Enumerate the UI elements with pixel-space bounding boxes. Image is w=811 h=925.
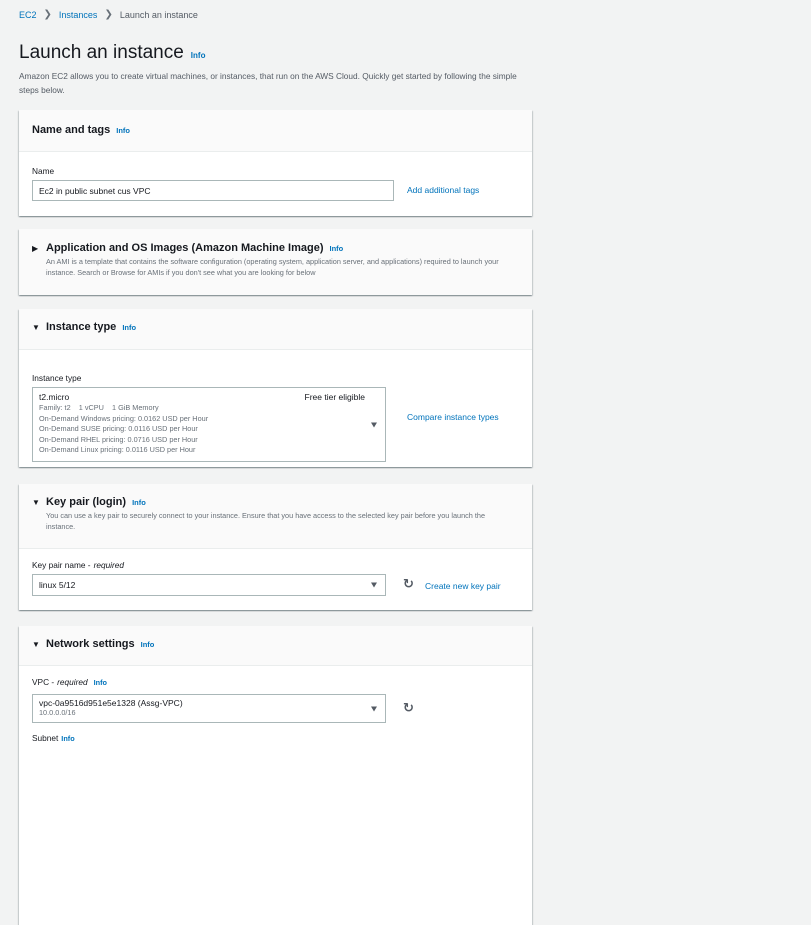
name-and-tags-info-link[interactable]: Info (116, 126, 130, 135)
page-info-link[interactable]: Info (190, 51, 206, 60)
network-settings-header[interactable] (19, 626, 532, 666)
breadcrumb-current: Launch an instance (119, 9, 198, 20)
vpc-value: vpc-0a9516d951e5e1328 (Assg-VPC) (39, 698, 183, 708)
name-and-tags-panel (19, 110, 532, 216)
key-pair-panel (19, 484, 532, 610)
vpc-info-link[interactable]: Info (93, 678, 107, 687)
dropdown-arrow-icon (371, 583, 377, 588)
name-and-tags-header (19, 110, 532, 152)
instance-type-info-link[interactable]: Info (122, 323, 137, 332)
page-title (19, 42, 205, 64)
chevron-right-icon: ❯ (43, 9, 52, 20)
vpc-select[interactable] (32, 694, 386, 723)
dropdown-arrow-icon (371, 422, 377, 427)
ami-description: An AMI is a template that contains the software configuration (operating system, application server, and applications) required to launch your instance. Search or Browse for AMIs if you don't see what you are looking for below (46, 257, 499, 277)
breadcrumb-ec2[interactable]: EC2 (19, 9, 37, 20)
key-pair-label: Key pair name - required (32, 560, 125, 570)
caret-down-icon[interactable]: ▼ (32, 323, 40, 332)
add-additional-tags-link[interactable]: Add additional tags (407, 185, 480, 195)
instance-type-select[interactable] (32, 387, 386, 462)
network-settings-panel (19, 626, 532, 925)
free-tier-badge: Free tier eligible (304, 392, 365, 402)
dropdown-arrow-icon (371, 706, 377, 711)
ami-title: Application and OS Images (Amazon Machine Image) (46, 242, 324, 254)
breadcrumb (19, 9, 198, 20)
key-pair-info-link[interactable]: Info (132, 498, 146, 507)
name-and-tags-title: Name and tags (32, 124, 111, 136)
network-settings-body (19, 666, 532, 925)
subnet-label: Subnet Info (32, 733, 75, 743)
instance-type-detail: On-Demand Linux pricing: 0.0116 USD per Hour (39, 445, 196, 454)
instance-type-detail: On-Demand Windows pricing: 0.0162 USD per Hour (39, 413, 209, 423)
page-description: Amazon EC2 allows you to create virtual machines, or instances, that run on the AWS Cloud. Quickly get started by following the simple steps below. (19, 71, 517, 95)
vpc-cidr: 10.0.0.0/16 (39, 708, 76, 717)
create-new-key-pair-link[interactable]: Create new key pair (425, 581, 501, 591)
instance-type-title: Instance type (46, 321, 117, 333)
instance-type-panel (19, 309, 532, 467)
instance-type-detail: Family: t2 1 vCPU 1 GiB Memory (39, 403, 159, 412)
key-pair-header[interactable] (19, 484, 532, 549)
instance-type-value: t2.micro (39, 392, 70, 402)
instance-type-detail: On-Demand RHEL pricing: 0.0716 USD per Hour (39, 434, 198, 444)
chevron-right-icon: ❯ (104, 9, 113, 20)
ami-header[interactable] (19, 229, 532, 295)
key-pair-title: Key pair (login) (46, 496, 127, 508)
name-label: Name (32, 166, 55, 176)
name-input[interactable]: Ec2 in public subnet cus VPC (32, 180, 394, 201)
instance-type-header[interactable] (19, 309, 532, 350)
page-title-text: Launch an instance (19, 42, 184, 63)
caret-down-icon[interactable]: ▼ (32, 640, 40, 649)
refresh-icon[interactable]: ↻ (403, 576, 414, 591)
ami-panel (19, 229, 532, 295)
compare-instance-types-link[interactable]: Compare instance types (407, 412, 499, 422)
network-settings-info-link[interactable]: Info (140, 640, 155, 649)
network-settings-title: Network settings (46, 638, 135, 650)
key-pair-description: You can use a key pair to securely connect to your instance. Ensure that you have access to the selected key pair before you launch the instance. (46, 511, 486, 531)
ami-info-link[interactable]: Info (329, 244, 344, 253)
subnet-info-link[interactable]: Info (61, 734, 75, 743)
refresh-icon[interactable]: ↻ (403, 700, 414, 715)
vpc-label: VPC - required Info (32, 677, 107, 687)
key-pair-value: linux 5/12 (39, 580, 76, 590)
breadcrumb-instances[interactable]: Instances (58, 9, 98, 20)
key-pair-select[interactable] (32, 574, 386, 596)
instance-type-detail: On-Demand SUSE pricing: 0.0116 USD per Hour (39, 424, 198, 433)
instance-type-label: Instance type (32, 373, 82, 383)
caret-down-icon[interactable]: ▼ (32, 498, 40, 507)
caret-right-icon[interactable]: ▶ (32, 244, 39, 253)
